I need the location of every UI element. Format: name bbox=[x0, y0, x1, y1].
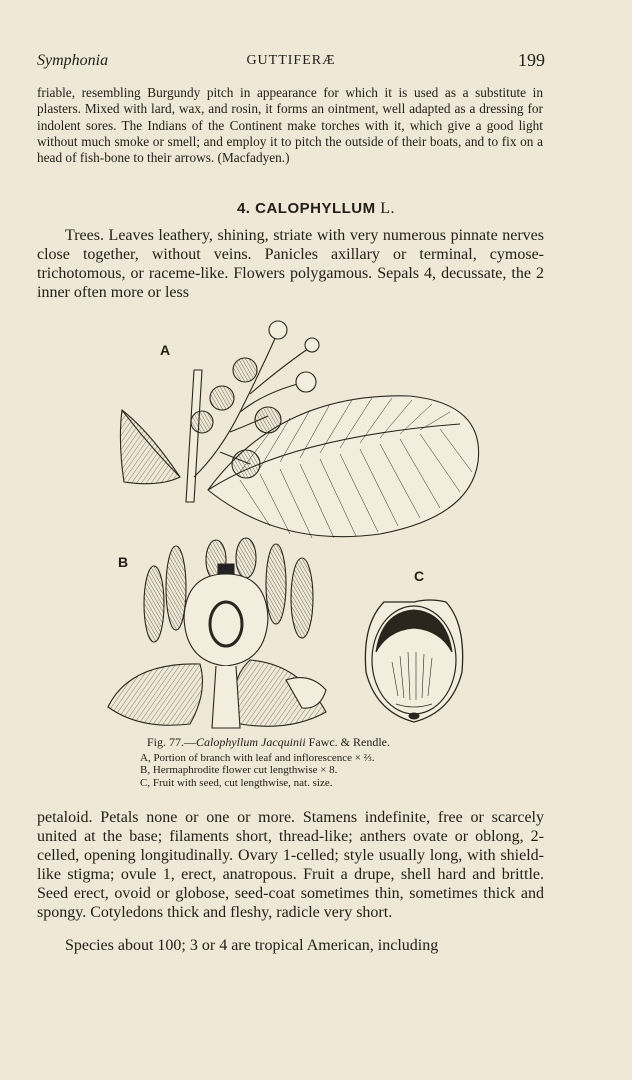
page-number: 199 bbox=[518, 50, 545, 70]
caption-authors: Fawc. & Rendle. bbox=[308, 735, 390, 749]
botanical-figure bbox=[90, 312, 490, 732]
figure-label-b: B bbox=[118, 554, 129, 570]
genus-title: 4. CALOPHYLLUM bbox=[236, 200, 376, 217]
running-head bbox=[37, 50, 545, 72]
caption-title bbox=[147, 736, 540, 749]
caption-species: Calophyllum Jacquinii bbox=[196, 735, 306, 749]
caption-line-a: A, Portion of branch with leaf and inflorescence × ⅔. bbox=[140, 751, 375, 764]
fruit-section-drawing bbox=[365, 600, 462, 722]
running-head-genus: Symphonia bbox=[37, 52, 109, 69]
genus-description-continued: petaloid. Petals none or one or more. Stamens indefinite, free or scarcely united at the base; filaments short, thread-like; anthers ovate or oblong, 2-celled, opening longitudinally. Ovary 1-celled; style usually long, with shield-like stigma; ovule 1, erect, anatropous. Fruit a drupe, shell hard and brittle. Seed erect, ovoid or globose, seed-coat sometimes thin, sometimes thick and spongy. Cotyledons thick and fleshy, radicle very short. bbox=[37, 809, 544, 921]
figure-caption bbox=[120, 736, 540, 789]
branch-drawing bbox=[120, 321, 478, 538]
genus-description-start: Trees. Leaves leathery, shining, striate with very numerous pinnate nerves close together, without veins. Panicles axillary or terminal, cymose-trichotomous, or raceme-like. Flowers polygamous. Sepals 4, decussate, the 2 inner often more or less bbox=[37, 227, 544, 301]
figure-label-a: A bbox=[160, 342, 171, 358]
caption-line-c: C, Fruit with seed, cut lengthwise, nat. size. bbox=[140, 776, 333, 789]
figure-label-c: C bbox=[414, 568, 425, 584]
flower-section-drawing bbox=[108, 538, 326, 728]
section-heading bbox=[0, 200, 632, 218]
genus-authority: L. bbox=[380, 200, 396, 217]
caption-line-b: B, Hermaphrodite flower cut lengthwise × 8. bbox=[140, 764, 338, 776]
figure-illustration bbox=[90, 312, 490, 732]
preceding-paragraph: friable, resembling Burgundy pitch in appearance for which it is used as a substitute in plasters. Mixed with lard, wax, and rosin, it forms an ointment, well adapted as a dressing for indolent sores. The Indians of the Continent make torches with it, which give a good light without much smoke or smell; and employ it to pitch the outside of their boats, and to fix on a head of fish-bone to their arrows. (Macfadyen.) bbox=[37, 85, 543, 166]
caption-prefix: Fig. 77.— bbox=[147, 735, 197, 749]
species-paragraph: Species about 100; 3 or 4 are tropical American, including bbox=[65, 937, 439, 954]
running-head-family: GUTTIFERÆ bbox=[246, 53, 336, 68]
